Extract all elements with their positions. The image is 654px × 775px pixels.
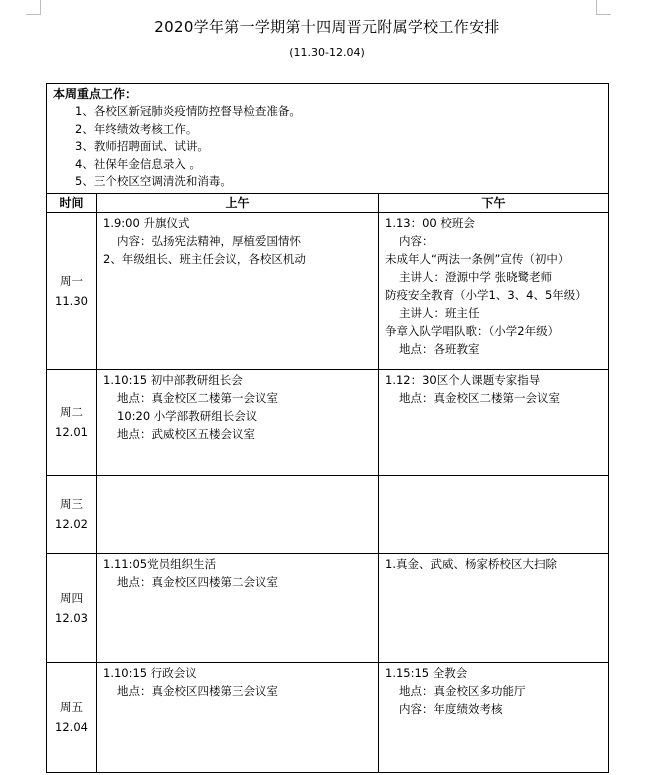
schedule-line: 防疫安全教育（小学1、3、4、5年级） [385,287,587,302]
schedule-line: 1.真金、武威、杨家桥校区大扫除 [385,556,557,571]
header-row [47,193,609,212]
schedule-line: 1.11:05党员组织生活 [103,556,217,571]
focus-item: 4、社保年金信息录入 。 [75,156,201,171]
schedule-line: 争章入队学唱队歌：（小学2年级） [385,323,560,338]
morning-cell [97,369,379,475]
page-corner-mark-left [26,0,41,15]
schedule-line: 1.12：30区个人课题专家指导 [385,372,541,387]
day-cell [47,212,97,369]
schedule-line: 地点：真金校区二楼第一会议室 [117,390,278,405]
schedule-line: 1.13：00 校班会 [385,215,475,230]
day-date: 12.04 [55,720,88,734]
page-corner-mark-right [596,0,611,15]
day-row-friday [47,662,609,772]
day-cell [47,475,97,553]
schedule-line: 地点：真金校区二楼第一会议室 [399,390,560,405]
schedule-line: 1.10:15 行政会议 [103,665,197,680]
afternoon-cell [379,212,609,369]
schedule-line: 地点：真金校区四楼第二会议室 [117,574,278,589]
day-row-monday [47,212,609,369]
schedule-line: 1.15:15 全教会 [385,665,468,680]
schedule-line: 内容：弘扬宪法精神，厚植爱国情怀 [117,233,301,248]
day-name: 周五 [60,700,83,714]
schedule-line: 未成年人“两法一条例”宣传（初中） [385,251,570,266]
focus-item: 2、年终绩效考核工作。 [75,121,198,136]
weekly-focus-heading: 本周重点工作： [53,87,138,101]
focus-item: 3、教师招聘面试、试讲。 [75,139,209,153]
day-row-wednesday [47,475,609,553]
day-name: 周四 [60,590,83,605]
weekly-focus-cell [47,84,609,194]
schedule-line: 10:20 小学部教研组长会议 [117,408,258,423]
day-name: 周一 [60,273,83,288]
afternoon-cell [379,369,609,475]
day-row-tuesday [47,369,609,475]
day-name: 周三 [60,497,83,511]
day-date: 11.30 [55,293,88,308]
schedule-table [46,83,609,773]
day-row-thursday [47,553,609,662]
day-cell [47,553,97,662]
morning-cell [97,212,379,369]
schedule-line: 2、年级组长、班主任会议，各校区机动 [103,251,306,266]
day-date: 12.02 [55,517,88,531]
schedule-line: 1.9:00 升旗仪式 [103,215,190,230]
focus-item: 1、各校区新冠肺炎疫情防控督导检查准备。 [75,104,301,118]
day-date: 12.03 [55,610,88,625]
day-date: 12.01 [55,425,88,439]
afternoon-cell [379,475,609,553]
afternoon-cell [379,553,609,662]
weekly-focus-row [47,84,609,194]
schedule-line: 主讲人：班主任 [399,305,480,320]
schedule-line: 地点：真金校区多功能厅 [399,683,526,698]
morning-cell [97,475,379,553]
schedule-line: 地点：武威校区五楼会议室 [117,426,255,441]
afternoon-cell [379,662,609,772]
schedule-line: 地点：各班教室 [399,341,480,356]
schedule-line: 地点：真金校区四楼第三会议室 [117,683,278,698]
day-cell [47,369,97,475]
document-title: 2020学年第一学期第十四周晋元附属学校工作安排 [154,18,500,36]
day-cell [47,662,97,772]
schedule-line: 1.10:15 初中部教研组长会 [103,372,243,387]
date-range-subtitle: (11.30-12.04) [289,46,365,59]
schedule-line: 内容： [399,233,434,248]
schedule-line: 内容：年度绩效考核 [399,701,503,716]
focus-item: 5、三个校区空调清洗和消毒。 [75,174,232,188]
afternoon-column-header: 下午 [379,193,609,212]
morning-cell [97,662,379,772]
morning-column-header: 上午 [97,193,379,212]
day-name: 周二 [60,405,83,419]
schedule-line: 主讲人：澄源中学 张晓鹭老师 [399,269,553,284]
morning-cell [97,553,379,662]
time-column-header: 时间 [47,193,97,212]
